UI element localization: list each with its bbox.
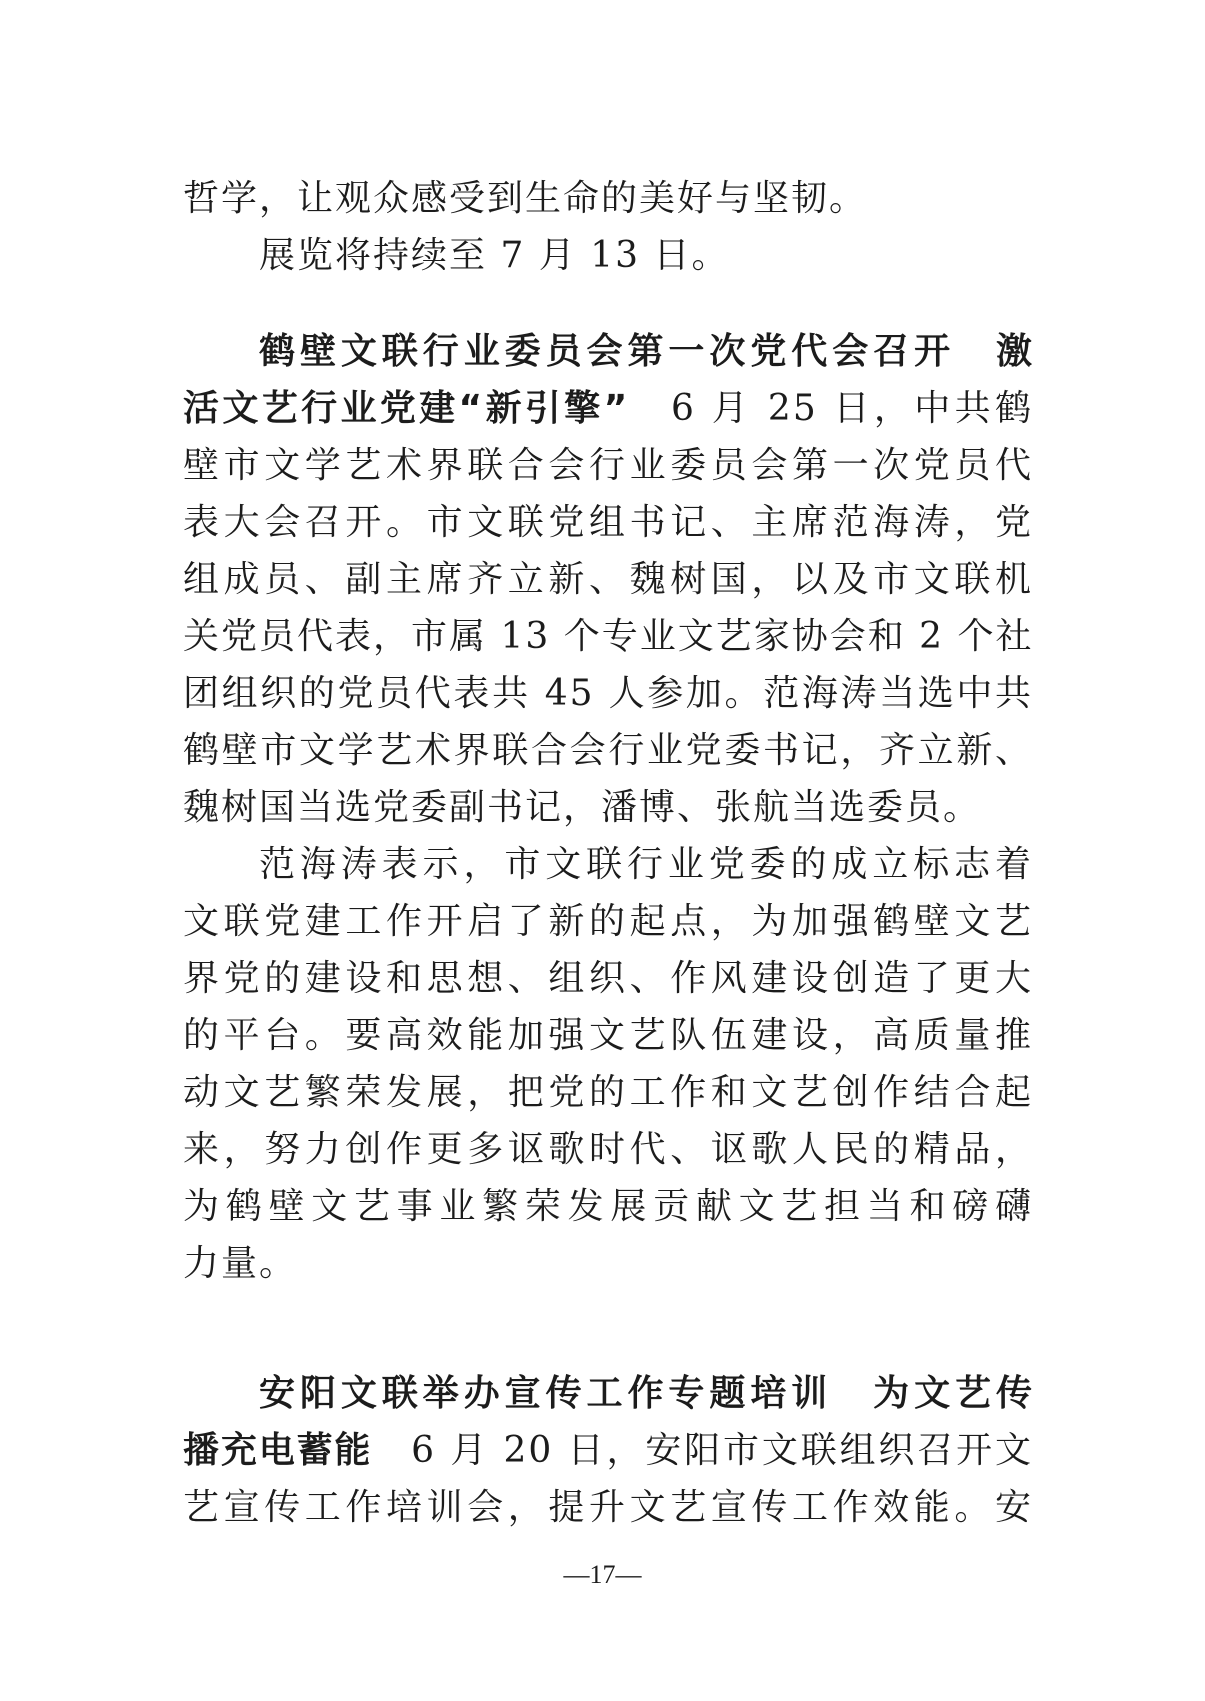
article-lead-text: 6 月 25 日，中共鹤 [628, 388, 1034, 429]
intro-paragraph [183, 170, 1033, 284]
article-hebi [183, 323, 1033, 1292]
article-anyang [183, 1365, 1033, 1536]
article-heading: 安阳文联举办宣传工作专题培训 为文艺传 [259, 1373, 1033, 1414]
text-line: 艺宣传工作培训会，提升文艺宣传工作效能。安 [183, 1487, 1033, 1528]
text-line: 魏树国当选党委副书记，潘博、张航当选委员。 [183, 787, 982, 828]
article-heading-tail: 播充电蓄能 [183, 1430, 373, 1471]
text-line: 哲学，让观众感受到生命的美好与坚韧。 [183, 178, 868, 219]
text-line: 关党员代表，市属 13 个专业文艺家协会和 2 个社 [183, 616, 1034, 657]
text-line: 界党的建设和思想、组织、作风建设创造了更大 [183, 958, 1033, 999]
article-heading: 鹤壁文联行业委员会第一次党代会召开 激 [259, 331, 1033, 372]
text-line: 团组织的党员代表共 45 人参加。范海涛当选中共 [183, 673, 1033, 714]
article-lead-text: 6 月 20 日，安阳市文联组织召开文 [372, 1430, 1033, 1471]
text-line: 来，努力创作更多讴歌时代、讴歌人民的精品， [183, 1129, 1033, 1170]
text-line: 鹤壁市文学艺术界联合会行业党委书记，齐立新、 [183, 730, 1033, 771]
text-line: 力量。 [183, 1243, 298, 1284]
text-line: 的平台。要高效能加强文艺队伍建设，高质量推 [183, 1015, 1033, 1056]
text-line: 为鹤壁文艺事业繁荣发展贡献文艺担当和磅礴 [183, 1186, 1033, 1227]
text-line: 文联党建工作开启了新的起点，为加强鹤壁文艺 [183, 901, 1033, 942]
text-line: 动文艺繁荣发展，把党的工作和文艺创作结合起 [183, 1072, 1033, 1113]
text-line: 表大会召开。市文联党组书记、主席范海涛，党 [183, 502, 1033, 543]
text-line: 范海涛表示，市文联行业党委的成立标志着 [259, 844, 1033, 885]
article-heading-line2 [183, 1422, 1033, 1479]
article-heading-tail: 活文艺行业党建“新引擎” [183, 388, 629, 429]
text-line: 壁市文学艺术界联合会行业委员会第一次党员代 [183, 445, 1033, 486]
text-line: 组成员、副主席齐立新、魏树国，以及市文联机 [183, 559, 1033, 600]
page-number: —17— [563, 1560, 642, 1589]
text-line: 展览将持续至 7 月 13 日。 [259, 235, 730, 276]
article-heading-line2 [183, 380, 1033, 437]
